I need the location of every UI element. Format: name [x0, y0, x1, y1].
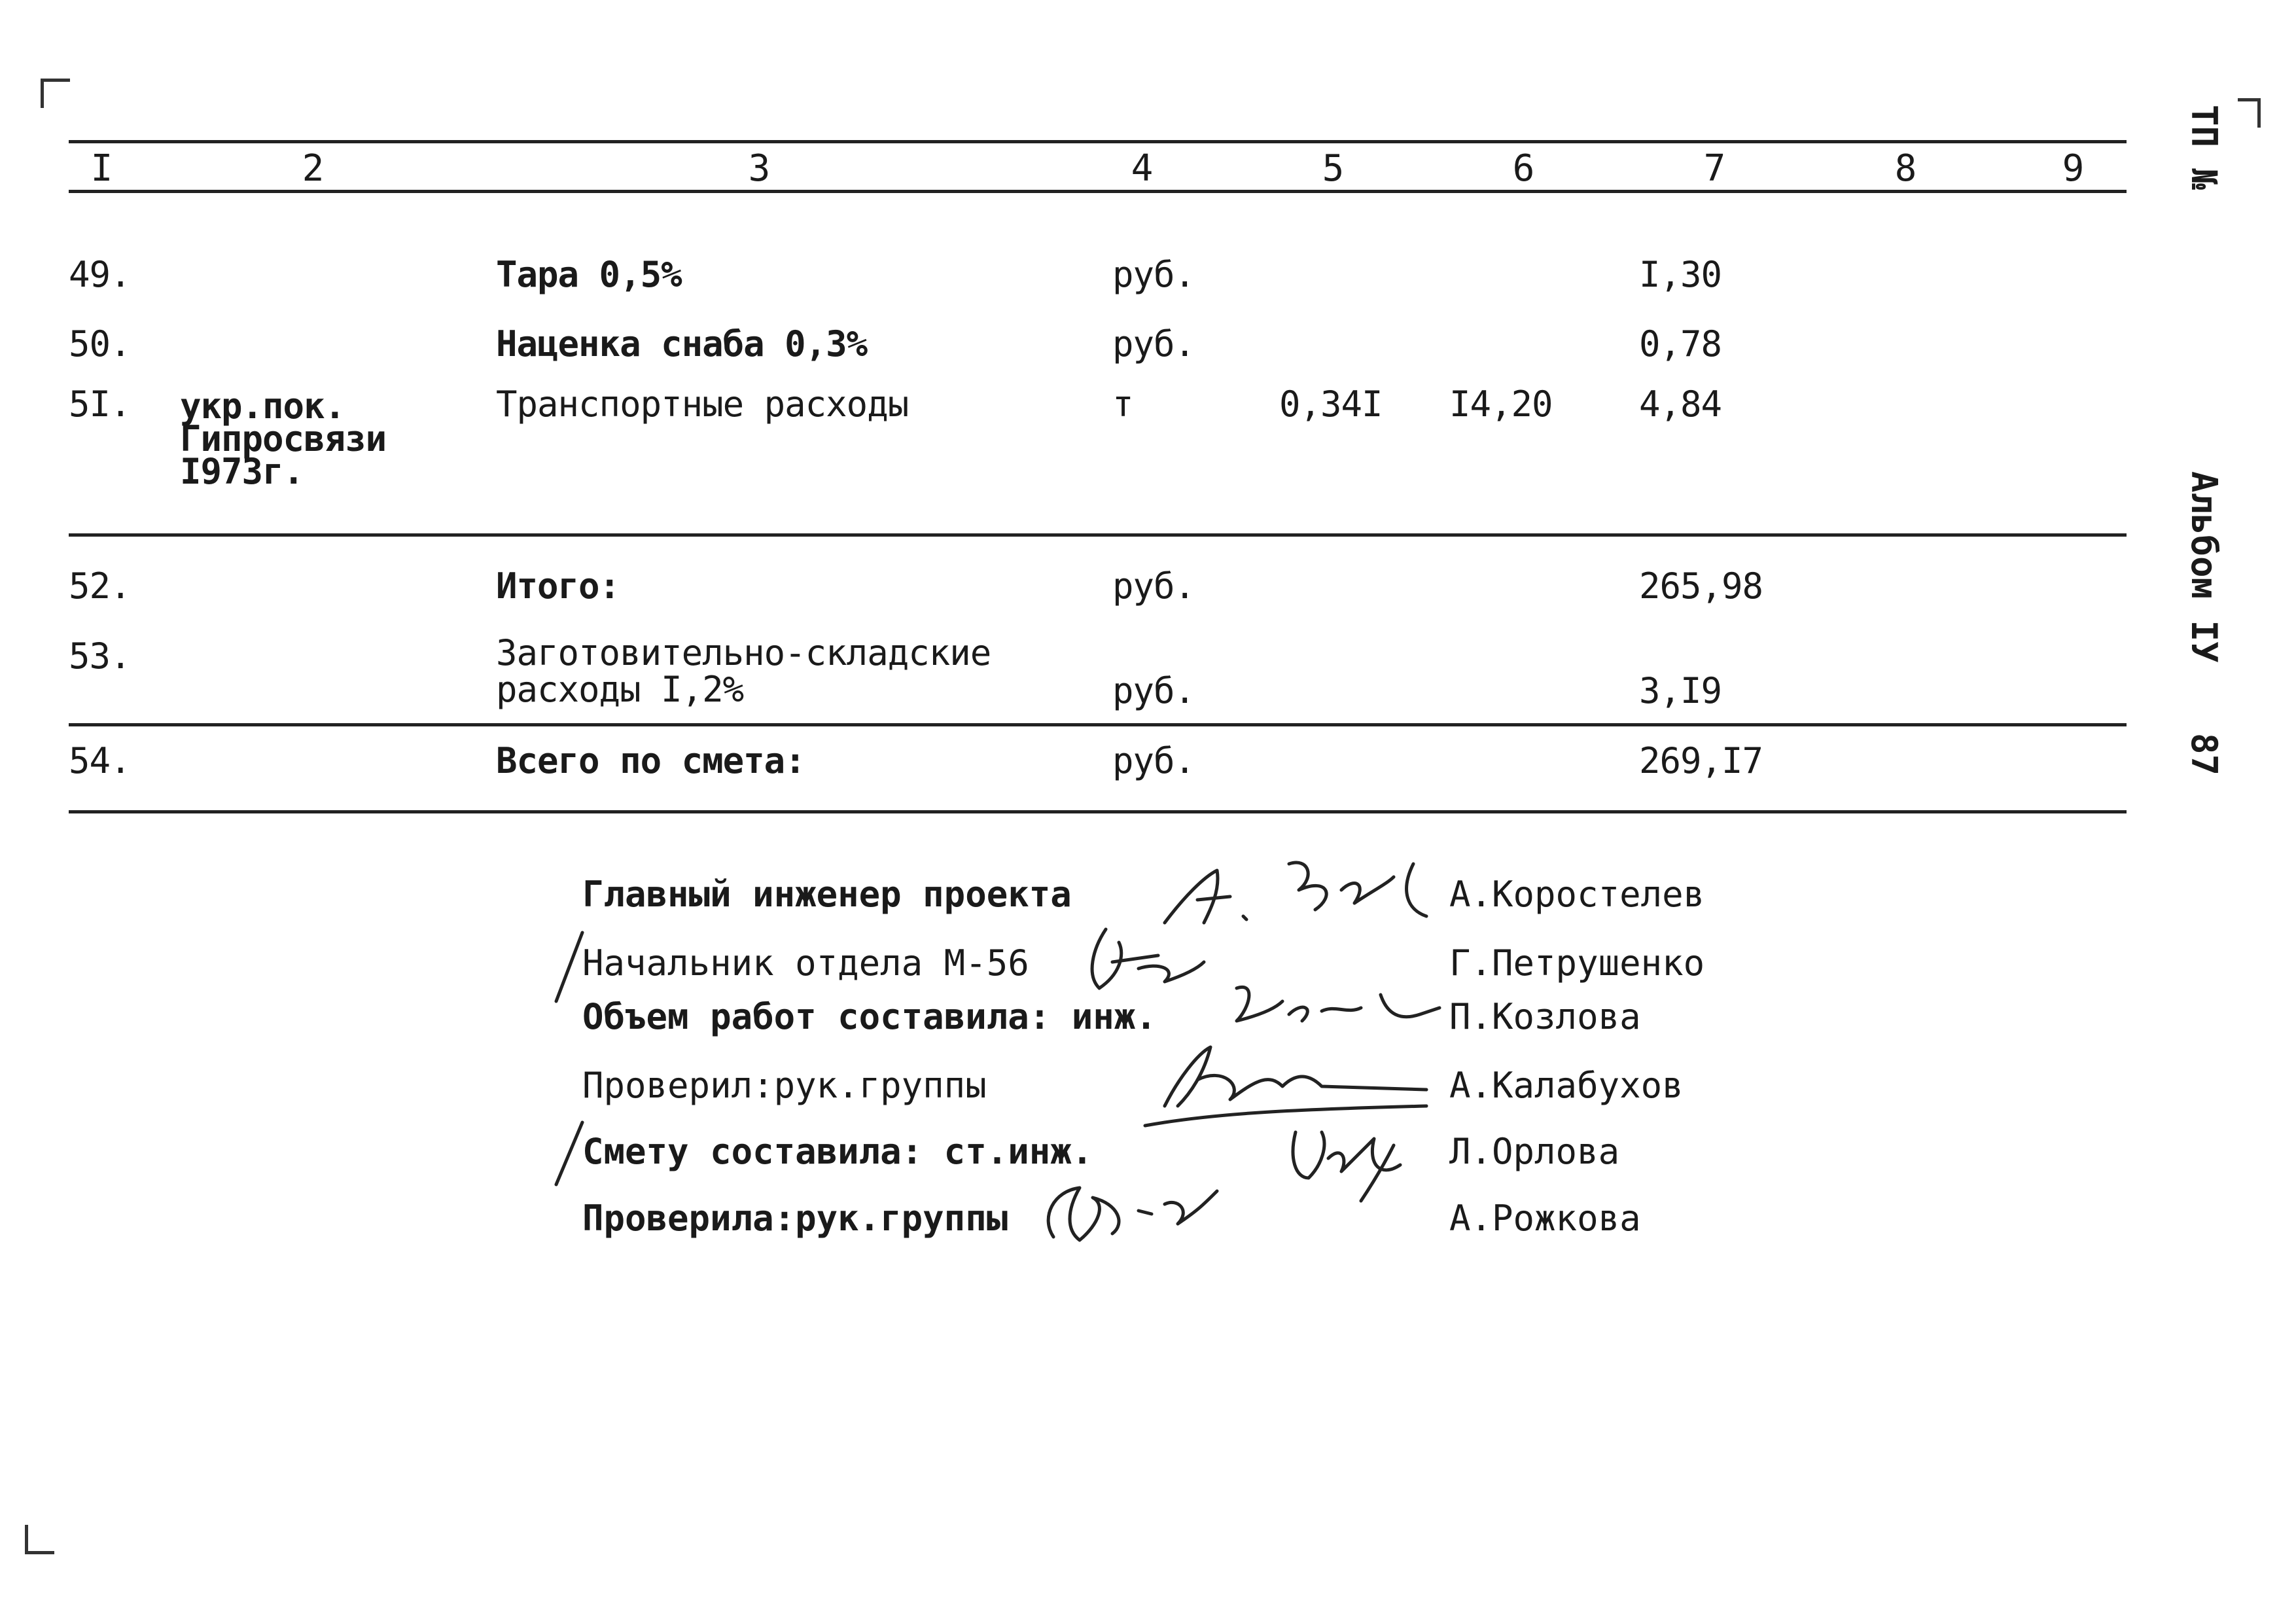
check-mark-1 — [550, 929, 589, 1008]
column-header-1: I — [90, 147, 113, 190]
row-49-number: 49. — [69, 254, 131, 295]
column-header-5: 5 — [1322, 147, 1344, 190]
row-51-total: 4,84 — [1639, 383, 1722, 425]
table-bottom-rule — [69, 810, 2127, 813]
handwritten-signature-4 — [1139, 1041, 1439, 1132]
signature-role-volume-compiler: Объем работ составила: инж. — [582, 996, 1157, 1037]
row-49-unit: руб. — [1112, 254, 1195, 295]
handwritten-signature-2 — [1080, 923, 1210, 1001]
signature-role-group-head-checker-2: Проверила:рук.группы — [582, 1198, 1008, 1239]
signature-role-department-head: Начальник отдела М-56 — [582, 942, 1029, 984]
signature-role-group-head-checker: Проверил:рук.группы — [582, 1065, 987, 1106]
corner-mark-top-right — [2238, 98, 2261, 128]
row-52-name: Итого: — [496, 565, 620, 607]
check-mark-2 — [550, 1119, 589, 1191]
row-49-total: I,30 — [1639, 254, 1722, 295]
column-header-7: 7 — [1703, 147, 1725, 190]
column-header-6: 6 — [1512, 147, 1534, 190]
signature-role-chief-engineer: Главный инженер проекта — [582, 874, 1072, 915]
column-header-9: 9 — [2062, 147, 2084, 190]
row-53-name: Заготовительно-складские расходы I,2% — [496, 632, 991, 710]
row-51-quantity: 0,34I — [1279, 383, 1383, 425]
row-51-price: I4,20 — [1449, 383, 1553, 425]
corner-mark-top-left — [41, 79, 70, 108]
handwritten-signature-6 — [1027, 1178, 1224, 1250]
row-separator-rule — [69, 533, 2127, 537]
signature-name-estimate-compiler: Л.Орлова — [1449, 1131, 1620, 1172]
signature-name-volume-compiler: П.Козлова — [1449, 996, 1641, 1037]
row-53-number: 53. — [69, 635, 131, 677]
signature-role-estimate-compiler: Смету составила: ст.инж. — [582, 1131, 1093, 1172]
album-title: Альбом IУ — [2183, 471, 2225, 663]
row-54-name: Всего по смета: — [496, 740, 805, 781]
row-54-unit: руб. — [1112, 740, 1195, 781]
header-bottom-rule — [69, 190, 2127, 193]
total-separator-rule — [69, 723, 2127, 726]
row-51-unit: т — [1112, 383, 1133, 425]
row-54-number: 54. — [69, 740, 131, 781]
row-54-total: 269,I7 — [1639, 740, 1763, 781]
row-52-total: 265,98 — [1639, 565, 1763, 607]
corner-mark-bottom-left — [25, 1525, 54, 1554]
row-50-unit: руб. — [1112, 323, 1195, 365]
signature-name-department-head: Г.Петрушенко — [1449, 942, 1705, 984]
signature-name-group-head-checker: А.Калабухов — [1449, 1065, 1684, 1106]
row-52-number: 52. — [69, 565, 131, 607]
column-header-4: 4 — [1131, 147, 1153, 190]
row-52-unit: руб. — [1112, 565, 1195, 607]
column-header-8: 8 — [1894, 147, 1916, 190]
row-51-reference: укр.пок. Гипросвязи I973г. — [180, 385, 387, 492]
signature-name-chief-engineer: А.Коростелев — [1449, 874, 1705, 915]
handwritten-signature-5 — [1282, 1119, 1413, 1204]
handwritten-signature-3 — [1224, 975, 1446, 1034]
row-50-name: Наценка снаба 0,3% — [496, 323, 868, 365]
row-50-number: 50. — [69, 323, 131, 365]
column-header-2: 2 — [302, 147, 324, 190]
row-49-name: Тара 0,5% — [496, 254, 682, 295]
album-label: ТП № — [2183, 105, 2225, 190]
row-51-name: Транспортные расходы — [496, 383, 909, 425]
page-number: 87 — [2183, 733, 2225, 776]
row-50-total: 0,78 — [1639, 323, 1722, 365]
column-header-3: 3 — [748, 147, 770, 190]
row-53-unit: руб. — [1112, 670, 1195, 711]
table-top-rule — [69, 140, 2127, 143]
row-53-total: 3,I9 — [1639, 670, 1722, 711]
row-51-number: 5I. — [69, 383, 131, 425]
signature-name-group-head-checker-2: А.Рожкова — [1449, 1198, 1641, 1239]
